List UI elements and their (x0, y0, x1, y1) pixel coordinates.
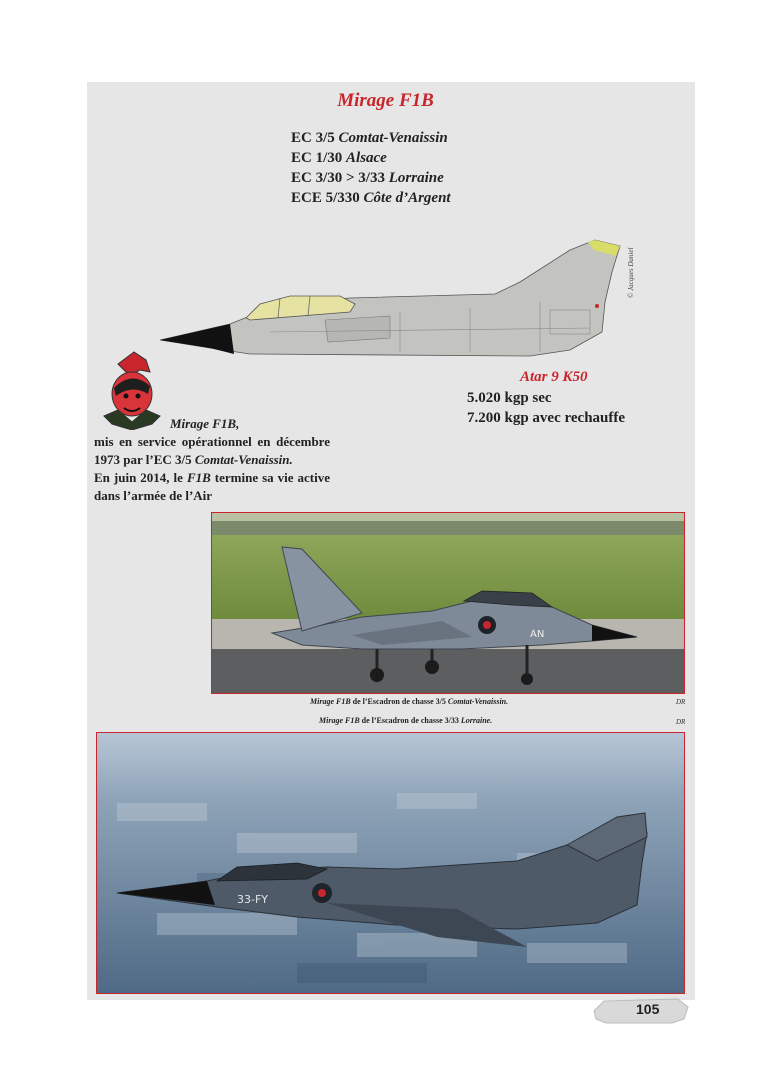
engine-thrust (467, 388, 625, 428)
thrust-dry: 5.020 kgp sec (467, 390, 552, 406)
description-p1-start: Mirage F1B, (170, 416, 240, 431)
unit-line: EC 3/5 Comtat-Venaissin (291, 130, 448, 146)
tail-code: AN (530, 629, 545, 640)
photo-aircraft-flight-image (97, 733, 684, 993)
photo1-credit: DR (676, 698, 686, 706)
photo2-credit: DR (676, 718, 686, 726)
photo1-caption: Mirage F1B de l’Escadron de chasse 3/5 Comtat-Venaissin. (310, 697, 509, 706)
photo-aircraft-flight (96, 732, 685, 994)
units-list (291, 128, 451, 208)
illustration-credit: © Jacques Daniel (627, 247, 635, 298)
tail-code: 33-FY (237, 893, 269, 906)
photo-aircraft-ground-image (212, 513, 684, 693)
unit-line: EC 3/30 > 3/33 Lorraine (291, 170, 444, 186)
unit-line: EC 1/30 Alsace (291, 150, 387, 166)
aircraft-profile-illustration (150, 232, 640, 372)
description-text: Mirage F1B, mis en service opérationnel en décembre 1973 par l’EC 3/5 Comtat-Venaissin. En juin 2014, le F1B termine sa vie active dans l’armée de l’Air (94, 416, 331, 503)
unit-line: ECE 5/330 Côte d’Argent (291, 190, 451, 206)
page-title: Mirage F1B (337, 90, 434, 111)
photo-aircraft-ground (211, 512, 685, 694)
page-number: 105 (636, 1001, 660, 1017)
photo2-caption: Mirage F1B de l’Escadron de chasse 3/33 Lorraine. (319, 716, 493, 725)
thrust-reheat: 7.200 kgp avec rechauffe (467, 410, 626, 426)
engine-name: Atar 9 K50 (520, 369, 588, 385)
